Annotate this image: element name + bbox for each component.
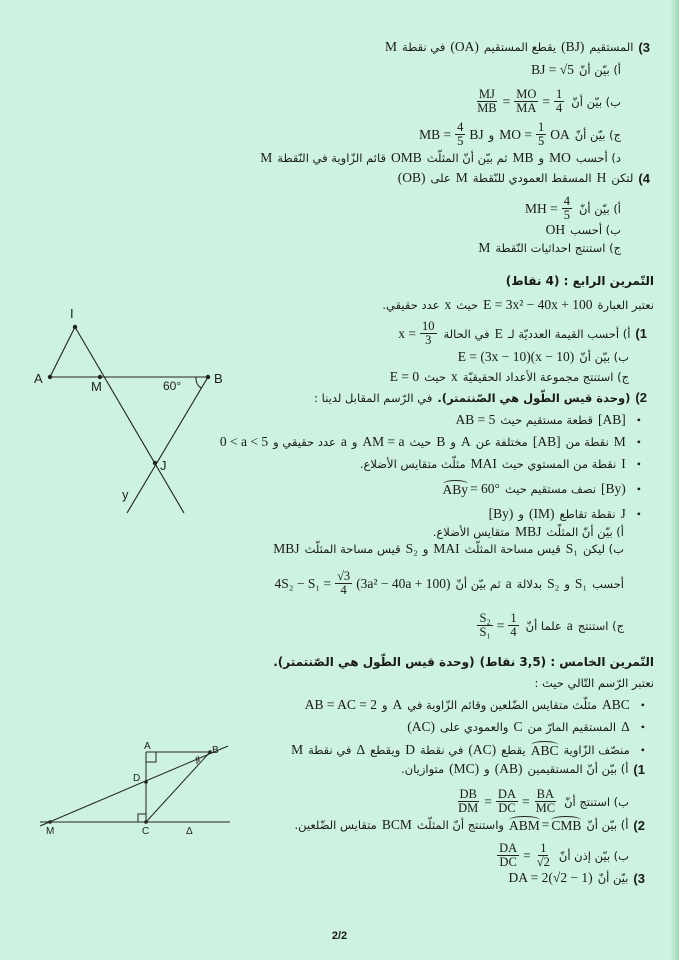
text: والعمودي على — [440, 720, 509, 734]
page-number: 2/2 — [331, 930, 348, 942]
text: المسقط العمودي للنّقطة — [472, 171, 592, 185]
math-text: x — [451, 369, 458, 384]
fraction-denominator: √2 — [536, 855, 550, 869]
bullet-icon: • — [636, 434, 641, 449]
text: ثم بيّن أنّ — [455, 576, 501, 591]
math-text: = — [496, 617, 505, 633]
math-text: = 60° — [470, 481, 500, 496]
math-text: D — [405, 742, 416, 757]
text: حيث — [424, 370, 447, 384]
label-angle-60: 60° — [163, 379, 182, 393]
math-text: [AB] — [598, 412, 626, 427]
math-text: BJ — [469, 126, 484, 142]
text: ب) استنتج أنّ — [564, 794, 629, 809]
math-text: MO = — [499, 126, 532, 142]
math-text: a — [340, 434, 347, 449]
math-text: (3a² − 40a + 100) — [356, 575, 451, 591]
math-text: OA — [550, 126, 570, 142]
text: نقطة تقاطع — [559, 507, 616, 521]
exercise-title: التّمرين الرابع : (4 نقاط) — [505, 274, 654, 288]
fraction-denominator: DM — [458, 801, 479, 815]
math-text: DA = 2(√2 − 1) — [508, 870, 593, 885]
bullet-icon: • — [636, 456, 641, 471]
question-number: 1) — [635, 326, 647, 341]
text: و — [450, 435, 456, 449]
text: حيث — [409, 435, 432, 449]
text: مثلّث متقايس الأضلاع. — [359, 457, 466, 471]
question-number: 4) — [638, 170, 650, 186]
text: و — [484, 762, 490, 776]
math-text: BJ = √5 — [531, 62, 574, 77]
exercise-title: (وحدة قيس الطّول هي الصّنتمتر). — [273, 655, 475, 669]
math-text: (AC) — [407, 719, 436, 734]
text: متوازيان. — [401, 762, 445, 776]
math-text: MO — [549, 150, 571, 165]
text: متقايس الأضلاع. — [432, 525, 511, 539]
text: ب) بيّن إذن أنّ — [558, 848, 629, 863]
math-text: 4S₂ − S₁ = — [274, 575, 332, 591]
math-text: S₁ — [565, 541, 578, 556]
math-text: A — [392, 697, 403, 712]
angle-notation: ABy — [442, 482, 469, 497]
text: على — [430, 171, 451, 185]
math-text: E = 0 — [389, 369, 420, 384]
fraction-numerator: √3 — [337, 569, 351, 583]
math-text: I — [621, 456, 626, 471]
fraction-numerator: 1 — [537, 120, 545, 134]
label-delta: Δ — [186, 826, 193, 837]
text: عدد حقيقي. — [382, 298, 440, 312]
label-B: B — [214, 371, 223, 386]
text: و — [381, 698, 388, 712]
math-text: a — [566, 617, 573, 633]
fraction-numerator: DA — [499, 841, 518, 855]
math-text: = — [484, 793, 492, 809]
math-text: A — [460, 434, 471, 449]
angle-arc-60 — [196, 377, 201, 388]
math-text: 0 < a < 5 — [219, 434, 269, 449]
label-J: J — [160, 458, 167, 473]
math-text: AB = 5 — [455, 412, 496, 427]
segment-AI — [50, 327, 75, 377]
math-text: S₁ — [574, 575, 588, 591]
fraction-denominator: DC — [498, 801, 516, 815]
fraction-denominator: 4 — [556, 101, 563, 115]
text: نعتبر الرّسم التّالي حيث : — [534, 676, 654, 690]
text: نصف مستقيم حيث — [504, 482, 597, 496]
angle-notation: CMB — [551, 818, 582, 833]
math-text: MAI — [470, 456, 497, 471]
fraction-denominator: MB — [477, 101, 497, 115]
text: في الحالة — [443, 326, 490, 341]
text: ج) استنتج احداثيات النّقطة — [495, 241, 621, 255]
math-text: M — [260, 150, 273, 165]
angle-notation: ABC — [530, 743, 559, 758]
math-text: [By) — [601, 481, 626, 496]
fraction-numerator: DB — [459, 787, 477, 801]
bold-text: (وحدة قيس الطّول هي الصّنتمتر). — [437, 390, 631, 405]
bullet-icon: • — [640, 742, 645, 757]
half-line-By — [127, 377, 208, 513]
math-text: (OA) — [450, 39, 479, 54]
math-text: = — [502, 93, 511, 109]
label-y: y — [122, 487, 129, 502]
fraction-numerator: 1 — [510, 611, 517, 625]
math-text: a — [505, 575, 512, 591]
text: ج) استنتج مجموعة الأعداد الحقيقيّة — [462, 370, 629, 384]
math-text: M — [385, 39, 398, 54]
text: المستقيم المارّ من — [527, 720, 617, 734]
fraction-numerator: S₂ — [479, 611, 491, 625]
bullet-icon: • — [636, 481, 641, 496]
text: نعتبر العبارة — [597, 298, 654, 312]
text: علما أنّ — [525, 618, 562, 633]
math-text: M — [478, 240, 491, 255]
text: و — [422, 542, 429, 556]
math-text: x = — [398, 325, 417, 341]
text: نقطة من المستوي حيث — [501, 457, 617, 471]
label-M: M — [91, 379, 102, 394]
text: و — [488, 127, 495, 142]
text: حيث — [456, 298, 479, 312]
text: أ) بيّن أنّ — [586, 818, 629, 832]
text: ويقطع — [370, 743, 401, 757]
text: أ) بيّن أنّ المستقيمين — [527, 762, 629, 776]
label-I: I — [70, 306, 74, 321]
label-D2: D — [133, 773, 141, 784]
fraction-numerator: 4 — [563, 194, 570, 208]
text: ب) بيّن أنّ — [579, 350, 629, 364]
math-text: (AC) — [468, 742, 497, 757]
text: قائم الزّاوية في النّقطة — [277, 151, 386, 165]
label-M2: M — [46, 826, 55, 837]
label-A: A — [34, 371, 43, 386]
text: يقطع المستقيم — [483, 40, 557, 54]
math-text: AM = a — [362, 434, 405, 449]
fraction-denominator: S₁ — [479, 625, 491, 639]
fraction-numerator: 1 — [540, 841, 547, 855]
math-text: MB = — [419, 126, 452, 142]
math-text: AB = AC = 2 — [304, 697, 377, 712]
math-text: = — [523, 847, 531, 863]
text: ب) بيّن أنّ — [571, 94, 621, 109]
text: أحسب — [592, 576, 624, 591]
math-text: C — [513, 719, 523, 734]
text: يقطع — [501, 743, 526, 757]
text: في الرّسم المقابل لدينا : — [314, 390, 433, 405]
angle-notation: ABM — [508, 818, 540, 833]
math-text: MB — [512, 150, 534, 165]
math-text: MAI — [433, 541, 460, 556]
label-C2: C — [142, 826, 150, 837]
text: بيّن أنّ — [597, 871, 629, 885]
bullet-icon: • — [636, 506, 641, 521]
math-text: ABC — [602, 697, 630, 712]
math-text: M — [455, 170, 468, 185]
text: ب) أحسب — [570, 223, 621, 237]
fraction-numerator: MO — [516, 87, 537, 101]
fraction-denominator: MC — [535, 801, 556, 815]
text: المستقيم — [589, 40, 634, 54]
fraction-denominator: 5 — [563, 208, 570, 222]
text: و — [351, 435, 358, 449]
exercise-title: التّمرين الخامس : (3,5 نقاط) — [479, 655, 654, 669]
label-B2: B — [212, 745, 219, 756]
fraction-denominator: MA — [516, 101, 537, 115]
math-text: (AB) — [494, 761, 523, 776]
math-text: [By) — [488, 506, 514, 521]
fraction-denominator: 3 — [425, 333, 432, 347]
text: و — [518, 507, 524, 521]
text: و — [538, 151, 545, 165]
fraction-numerator: 10 — [422, 319, 435, 333]
text: مثلّث متقايس الضّلعين وقائم الزّاوية في — [407, 698, 598, 712]
fraction-denominator: 4 — [510, 625, 517, 639]
text: مختلفة عن — [475, 435, 528, 449]
text: ب) ليكن — [582, 542, 624, 556]
fraction-denominator: 5 — [537, 134, 545, 148]
text: منصّف الزّاوية — [563, 743, 630, 757]
math-text: BCM — [381, 817, 412, 832]
math-text: Δ — [356, 742, 366, 757]
text: ثم بيّن أنّ المثلّث — [426, 151, 508, 165]
text: أ) بيّن أنّ — [578, 201, 621, 216]
math-text: OH — [545, 222, 566, 237]
bullet-icon: • — [640, 719, 645, 734]
text: متقايس الضّلعين. — [294, 818, 377, 832]
question-number: 1) — [633, 761, 645, 777]
math-text: J — [620, 506, 626, 521]
math-text: S₂ — [547, 575, 560, 591]
math-text: E = 3x² − 40x + 100 — [483, 297, 593, 312]
math-text: E — [494, 325, 503, 341]
fraction-denominator: DC — [499, 855, 517, 869]
math-text: H — [596, 170, 607, 185]
question-number: 3) — [633, 870, 645, 886]
math-text: Δ — [621, 719, 630, 734]
math-text: S₂ — [405, 541, 418, 556]
math-text: = — [541, 817, 550, 832]
text: د) أحسب — [575, 151, 621, 165]
text: قطعة مستقيم حيث — [500, 413, 594, 427]
bullet-icon: • — [636, 412, 641, 427]
text: قيس مساحة المثلّث — [464, 542, 561, 556]
fraction-numerator: 1 — [556, 87, 563, 101]
bullet-icon: • — [640, 697, 645, 712]
text: أ) أحسب القيمة العدديّة لـ — [507, 326, 631, 341]
text: في نقطة — [308, 743, 352, 757]
line-IM-extended — [75, 327, 184, 513]
math-text: M — [613, 434, 626, 449]
text: في نقطة — [420, 743, 464, 757]
text: نقطة من — [565, 435, 609, 449]
text: أ) بيّن أنّ المثلّث — [546, 525, 624, 539]
math-text: M — [291, 742, 304, 757]
text: بدلالة — [516, 576, 543, 591]
fraction-denominator: 5 — [457, 134, 464, 148]
question-number: 2) — [633, 817, 645, 833]
fraction-denominator: 4 — [340, 583, 347, 597]
fraction-numerator: DA — [497, 787, 516, 801]
text: و — [564, 576, 570, 591]
text: أ) بيّن أنّ — [578, 63, 621, 77]
figure-isosceles-right-triangle — [40, 746, 230, 826]
fraction-numerator: 4 — [457, 120, 464, 134]
math-text: OMB — [390, 150, 422, 165]
math-text: x — [444, 297, 452, 312]
math-text: (IM) — [528, 506, 555, 521]
question-number: 3) — [638, 39, 650, 55]
text: واستنتج أنّ المثلّث — [416, 818, 504, 832]
math-text: B — [436, 434, 446, 449]
text: ج) استنتج — [577, 618, 624, 633]
math-text: MBJ — [515, 524, 542, 539]
math-text: [AB] — [532, 434, 561, 449]
math-text: (BJ) — [561, 39, 585, 54]
math-text: (OB) — [397, 170, 426, 185]
math-text: E = (3x − 10)(x − 10) — [457, 349, 575, 364]
math-text: = — [542, 93, 551, 109]
math-text: (MC) — [449, 761, 480, 776]
label-A2: A — [144, 741, 151, 752]
text: ج) بيّن أنّ — [574, 127, 621, 142]
fraction-numerator: BA — [536, 787, 555, 801]
math-text: MH = — [524, 200, 558, 216]
text: قيس مساحة المثلّث — [304, 542, 401, 556]
math-text: = — [521, 793, 530, 809]
text: في نقطة — [402, 40, 446, 54]
text: لتكن — [611, 171, 634, 185]
question-number: 2) — [635, 390, 647, 405]
fraction-numerator: MJ — [478, 87, 495, 101]
math-text: MBJ — [273, 541, 300, 556]
text: عدد حقيقي و — [273, 435, 336, 449]
